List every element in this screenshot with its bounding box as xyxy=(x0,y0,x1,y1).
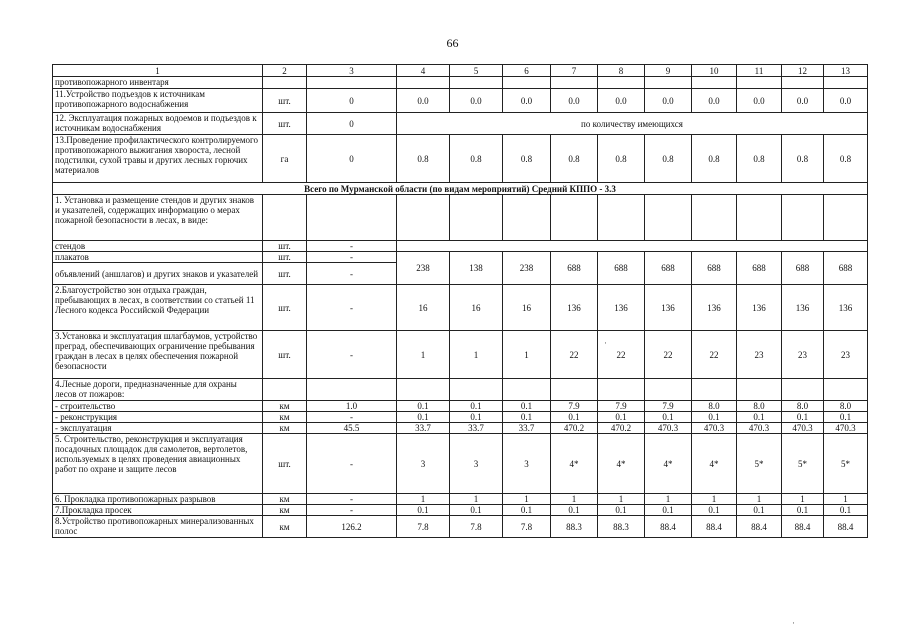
row-value: 0.0 xyxy=(737,89,782,113)
row-value: 0.8 xyxy=(645,135,692,183)
row-description: 13.Проведение профилактического контролируемого противопожарного выжигания хвороста, лесной подстилки, сухой травы и других лесных горючих материалов xyxy=(53,135,263,183)
row-baseline: - xyxy=(307,505,397,516)
row-value: 0.1 xyxy=(645,505,692,516)
row-value: 0.1 xyxy=(692,505,737,516)
row-value: 0.0 xyxy=(782,89,824,113)
empty-cell xyxy=(307,195,397,241)
row-baseline: - xyxy=(307,252,397,263)
row-description: объявлений (аншлагов) и других знаков и указателей xyxy=(53,263,263,285)
row-description: - реконструкция xyxy=(53,412,263,423)
row-value xyxy=(598,77,645,89)
row-value: 136 xyxy=(737,285,782,331)
column-header: 4 xyxy=(397,65,450,77)
row-description: 6. Прокладка противопожарных разрывов xyxy=(53,494,263,505)
row-description: 3.Установка и эксплуатация шлагбаумов, устройство преград, обеспечивающих ограничение пребывания граждан в лесах в целях обеспечения пожарной безопасности xyxy=(53,331,263,379)
row-value: 16 xyxy=(397,285,450,331)
empty-cell xyxy=(824,195,868,241)
row-value: 4* xyxy=(551,434,598,494)
table-row xyxy=(53,505,868,516)
row-unit: шт. xyxy=(263,252,307,263)
row-value: 0.8 xyxy=(782,135,824,183)
row-baseline: 0 xyxy=(307,135,397,183)
row-value: 22 xyxy=(645,331,692,379)
row-value: 0.1 xyxy=(824,412,868,423)
row-value: 4* xyxy=(598,434,645,494)
row-value: 0.8 xyxy=(737,135,782,183)
row-value: 7.8 xyxy=(503,516,551,538)
row-value: 7.9 xyxy=(598,401,645,412)
row-value: 23 xyxy=(824,331,868,379)
row-value: 688 xyxy=(782,252,824,285)
empty-cell xyxy=(782,379,824,401)
row-value: 3 xyxy=(503,434,551,494)
row-value: 1 xyxy=(503,331,551,379)
row-value: 0.1 xyxy=(450,505,503,516)
row-value: 0.1 xyxy=(598,505,645,516)
row-value: 4* xyxy=(645,434,692,494)
row-value: 470.2 xyxy=(551,423,598,434)
empty-cell xyxy=(503,379,551,401)
row-value: 0.1 xyxy=(598,412,645,423)
table-row xyxy=(53,423,868,434)
table-row xyxy=(53,401,868,412)
row-value: 688 xyxy=(645,252,692,285)
empty-cell xyxy=(397,379,450,401)
row-value: 470.3 xyxy=(737,423,782,434)
empty-cell xyxy=(737,379,782,401)
table-row xyxy=(53,434,868,494)
table-row xyxy=(53,516,868,538)
row-value: 0.1 xyxy=(551,412,598,423)
row-value: 0.8 xyxy=(551,135,598,183)
scan-mark: · xyxy=(792,618,795,628)
row-value xyxy=(645,77,692,89)
row-value: 33.7 xyxy=(450,423,503,434)
row-description: плакатов xyxy=(53,252,263,263)
row-value xyxy=(692,77,737,89)
row-unit: км xyxy=(263,516,307,538)
row-value: 688 xyxy=(692,252,737,285)
row-value: 0.1 xyxy=(737,412,782,423)
row-value: 88.3 xyxy=(598,516,645,538)
row-value: 0.1 xyxy=(824,505,868,516)
row-description: 8.Устройство противопожарных минерализованных полос xyxy=(53,516,263,538)
row-unit: км xyxy=(263,494,307,505)
row-value: 33.7 xyxy=(503,423,551,434)
section-row xyxy=(53,183,868,195)
empty-cell xyxy=(551,379,598,401)
row-value xyxy=(824,77,868,89)
row-unit: шт. xyxy=(263,89,307,113)
row-value: 0.1 xyxy=(397,412,450,423)
row-unit: шт. xyxy=(263,331,307,379)
row-value: 3 xyxy=(397,434,450,494)
row-value: 136 xyxy=(692,285,737,331)
row-value: 5* xyxy=(737,434,782,494)
row-value: 0.1 xyxy=(782,412,824,423)
row-value: 0.0 xyxy=(645,89,692,113)
row-value: 138 xyxy=(450,252,503,285)
row-value: 88.3 xyxy=(551,516,598,538)
row-value: 0.1 xyxy=(503,412,551,423)
row-unit: шт. xyxy=(263,285,307,331)
column-header: 8 xyxy=(598,65,645,77)
row-value: 23 xyxy=(782,331,824,379)
table-row xyxy=(53,252,868,263)
empty-cell xyxy=(307,379,397,401)
row-description: - эксплуатация xyxy=(53,423,263,434)
row-value: 470.3 xyxy=(692,423,737,434)
row-value: 1 xyxy=(397,331,450,379)
column-header: 1 xyxy=(53,65,263,77)
row-value: 238 xyxy=(503,252,551,285)
row-value: 0.1 xyxy=(397,505,450,516)
row-description: стендов xyxy=(53,241,263,252)
row-value: 1 xyxy=(824,494,868,505)
column-header: 11 xyxy=(737,65,782,77)
table-row xyxy=(53,241,868,252)
row-value xyxy=(450,77,503,89)
column-header: 13 xyxy=(824,65,868,77)
row-value: 688 xyxy=(737,252,782,285)
row-value: 238 xyxy=(397,252,450,285)
row-baseline: - xyxy=(307,434,397,494)
row-value xyxy=(737,77,782,89)
row-baseline: 1.0 xyxy=(307,401,397,412)
row-value: 0.1 xyxy=(450,412,503,423)
table-row xyxy=(53,331,868,379)
row-baseline: 0 xyxy=(307,113,397,135)
row-baseline xyxy=(307,77,397,89)
empty-cell xyxy=(263,195,307,241)
table-row xyxy=(53,89,868,113)
row-value: 88.4 xyxy=(645,516,692,538)
row-unit: шт. xyxy=(263,263,307,285)
row-value: 0.8 xyxy=(824,135,868,183)
row-value: 688 xyxy=(824,252,868,285)
table-row xyxy=(53,195,868,241)
row-baseline: - xyxy=(307,263,397,285)
row-value: 0.1 xyxy=(737,505,782,516)
row-value: 0.1 xyxy=(782,505,824,516)
row-value: 0.0 xyxy=(824,89,868,113)
empty-cell xyxy=(645,379,692,401)
row-value: 3 xyxy=(450,434,503,494)
row-span-note: по количеству имеющихся xyxy=(397,113,868,135)
row-value: 7.9 xyxy=(551,401,598,412)
row-value: 0.1 xyxy=(503,505,551,516)
row-value xyxy=(503,77,551,89)
row-description: 11.Устройство подъездов к источникам противопожарного водоснабжения xyxy=(53,89,263,113)
row-value: 0.1 xyxy=(450,401,503,412)
row-description: 2.Благоустройство зон отдыха граждан, пребывающих в лесах, в соответствии со статьей 11 Лесного кодекса Российской Федерации xyxy=(53,285,263,331)
row-value xyxy=(397,77,450,89)
row-value: 470.3 xyxy=(645,423,692,434)
row-value: 16 xyxy=(503,285,551,331)
column-header: 10 xyxy=(692,65,737,77)
row-value: 88.4 xyxy=(824,516,868,538)
row-value: 470.3 xyxy=(824,423,868,434)
measures-table xyxy=(52,64,868,538)
row-baseline: 0 xyxy=(307,89,397,113)
row-description: противопожарного инвентаря xyxy=(53,77,263,89)
row-value: 5* xyxy=(824,434,868,494)
table-row xyxy=(53,77,868,89)
row-value: 0.1 xyxy=(645,412,692,423)
row-unit: шт. xyxy=(263,434,307,494)
row-description: - строительство xyxy=(53,401,263,412)
row-value: 1 xyxy=(782,494,824,505)
row-description: 1. Установка и размещение стендов и других знаков и указателей, содержащих информацию о мерах пожарной безопасности в лесах, в виде: xyxy=(53,195,263,241)
row-value: 0.1 xyxy=(692,412,737,423)
row-value: 1 xyxy=(692,494,737,505)
row-value xyxy=(551,77,598,89)
row-value: 0.1 xyxy=(551,505,598,516)
row-value xyxy=(782,77,824,89)
empty-cell xyxy=(397,241,868,252)
column-header: 2 xyxy=(263,65,307,77)
empty-cell xyxy=(824,379,868,401)
row-unit: га xyxy=(263,135,307,183)
empty-cell xyxy=(645,195,692,241)
row-value: 5* xyxy=(782,434,824,494)
row-unit: км xyxy=(263,505,307,516)
row-value: 136 xyxy=(645,285,692,331)
row-value: 136 xyxy=(598,285,645,331)
column-header: 12 xyxy=(782,65,824,77)
header-row xyxy=(53,65,868,77)
empty-cell xyxy=(692,195,737,241)
row-value: 8.0 xyxy=(692,401,737,412)
empty-cell xyxy=(450,379,503,401)
row-value: 8.0 xyxy=(737,401,782,412)
table-row xyxy=(53,494,868,505)
row-unit: шт. xyxy=(263,241,307,252)
row-baseline: - xyxy=(307,285,397,331)
row-value: 0.0 xyxy=(692,89,737,113)
row-baseline: - xyxy=(307,331,397,379)
section-title: Всего по Мурманской области (по видам мероприятий) Средний КППО - 3.3 xyxy=(53,183,868,195)
row-value: 33.7 xyxy=(397,423,450,434)
row-value: 688 xyxy=(598,252,645,285)
row-value: 1 xyxy=(645,494,692,505)
row-value: 1 xyxy=(503,494,551,505)
row-unit: км xyxy=(263,401,307,412)
empty-cell xyxy=(737,195,782,241)
row-value: 0.0 xyxy=(450,89,503,113)
row-value: 1 xyxy=(450,494,503,505)
row-value: 8.0 xyxy=(824,401,868,412)
row-value: 1 xyxy=(737,494,782,505)
row-description: 12. Эксплуатация пожарных водоемов и подъездов к источникам водоснабжения xyxy=(53,113,263,135)
row-unit: км xyxy=(263,412,307,423)
row-value: 0.8 xyxy=(598,135,645,183)
table-row xyxy=(53,379,868,401)
row-unit: шт. xyxy=(263,113,307,135)
row-description: 5. Строительство, реконструкция и эксплуатация посадочных площадок для самолетов, вертолетов, используемых в целях проведения авиационных работ по охране и защите лесов xyxy=(53,434,263,494)
row-unit: км xyxy=(263,423,307,434)
row-value: 23 xyxy=(737,331,782,379)
row-value: 0.8 xyxy=(503,135,551,183)
table-row xyxy=(53,135,868,183)
row-value: 470.2 xyxy=(598,423,645,434)
row-value: 7.8 xyxy=(450,516,503,538)
empty-cell xyxy=(503,195,551,241)
row-value: 4* xyxy=(692,434,737,494)
row-value: 0.1 xyxy=(397,401,450,412)
empty-cell xyxy=(450,195,503,241)
row-value: 1 xyxy=(397,494,450,505)
row-description: 7.Прокладка просек xyxy=(53,505,263,516)
row-baseline: - xyxy=(307,494,397,505)
row-value: 136 xyxy=(782,285,824,331)
row-unit xyxy=(263,77,307,89)
empty-cell xyxy=(263,379,307,401)
column-header: 6 xyxy=(503,65,551,77)
row-value: 0.8 xyxy=(450,135,503,183)
column-header: 9 xyxy=(645,65,692,77)
table-body xyxy=(53,65,868,538)
row-value: 88.4 xyxy=(737,516,782,538)
row-value: 0.8 xyxy=(397,135,450,183)
row-value: 0.1 xyxy=(503,401,551,412)
empty-cell xyxy=(598,379,645,401)
table-row xyxy=(53,412,868,423)
row-baseline: 45.5 xyxy=(307,423,397,434)
empty-cell xyxy=(782,195,824,241)
row-value: 1 xyxy=(598,494,645,505)
empty-cell xyxy=(598,195,645,241)
row-value: 88.4 xyxy=(692,516,737,538)
empty-cell xyxy=(692,379,737,401)
row-description: 4.Лесные дороги, предназначенные для охраны лесов от пожаров: xyxy=(53,379,263,401)
column-header: 3 xyxy=(307,65,397,77)
row-value: 16 xyxy=(450,285,503,331)
empty-cell xyxy=(397,195,450,241)
row-value: 0.0 xyxy=(551,89,598,113)
row-value: 0.0 xyxy=(397,89,450,113)
row-value: 88.4 xyxy=(782,516,824,538)
row-value: 7.9 xyxy=(645,401,692,412)
row-baseline: - xyxy=(307,241,397,252)
scan-mark: · xyxy=(604,338,607,348)
column-header: 5 xyxy=(450,65,503,77)
row-value: 136 xyxy=(551,285,598,331)
row-value: 688 xyxy=(551,252,598,285)
row-value: 136 xyxy=(824,285,868,331)
row-value: 7.8 xyxy=(397,516,450,538)
row-value: 8.0 xyxy=(782,401,824,412)
row-value: 22 xyxy=(551,331,598,379)
row-value: 1 xyxy=(450,331,503,379)
row-value: 0.8 xyxy=(692,135,737,183)
row-value: 1 xyxy=(551,494,598,505)
page-number: 66 xyxy=(446,36,459,50)
column-header: 7 xyxy=(551,65,598,77)
row-value: 0.0 xyxy=(598,89,645,113)
table-row xyxy=(53,285,868,331)
row-value: 22 xyxy=(598,331,645,379)
row-baseline: 126.2 xyxy=(307,516,397,538)
row-value: 22 xyxy=(692,331,737,379)
row-value: 470.3 xyxy=(782,423,824,434)
empty-cell xyxy=(551,195,598,241)
row-value: 0.0 xyxy=(503,89,551,113)
row-baseline: - xyxy=(307,412,397,423)
table-row xyxy=(53,113,868,135)
